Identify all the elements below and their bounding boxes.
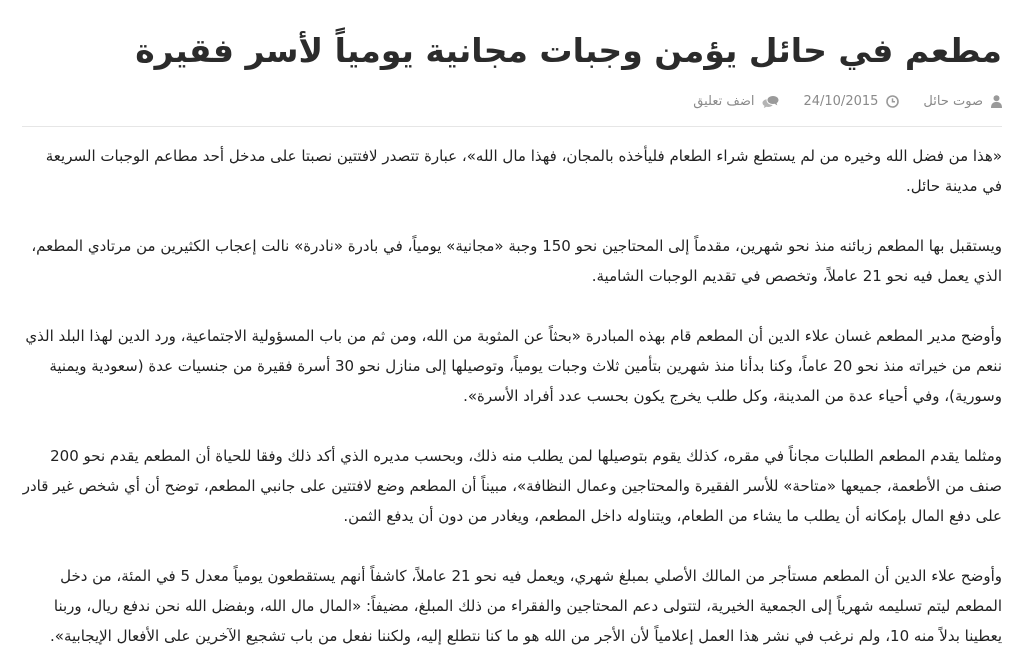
clock-icon bbox=[886, 95, 899, 108]
paragraph: ويستقبل بها المطعم زبائنه منذ نحو شهرين، مقدماً إلى المحتاجين نحو 150 وجبة «مجانية» يومياً، في بادرة «نادرة» نالت إعجاب الكثيرين من مرتادي المطعم، الذي يعمل فيه نحو 21 عاملاً، وتخصص في تقديم الوجبات الشامية. bbox=[31, 237, 1002, 285]
paragraph: ومثلما يقدم المطعم الطلبات مجاناً في مقره، كذلك يقوم بتوصيلها لمن يطلب منه ذلك، وبحسب مديره الذي أكد ذلك وفقا للحياة أن المطعم يقدم نحو 200 صنف من الأطعمة، جميعها «متاحة» للأسر الفقيرة والمحتاجين وعمال النظافة»، مبيناً أن المطعم وضع لافتتين على جانبي المطعم، توضح أن أي شخص غير قادر على دفع المال بإمكانه أن يطلب ما يشاء من الطعام، ويتناوله داخل المطعم، ويغادر من دون أن يدفع الثمن. bbox=[22, 447, 1002, 525]
paragraph: وأوضح علاء الدين أن المطعم مستأجر من المالك الأصلي بمبلغ شهري، ويعمل فيه نحو 21 عاملاً، كاشفاً أنهم يستقطعون يومياً معدل 5 في المئة، من دخل المطعم ليتم تسليمه شهرياً إلى الجمعية الخيرية، لتتولى دعم المحتاجين والفقراء من ذلك المبلغ، مضيفاً: «المال مال الله، وبفضل الله نحن ندفع ريال، وربنا يعطينا بدلاً منه 10، ولم نرغب في نشر هذا العمل إعلامياً لأن الأجر من الله هو ما كنا نتطلع إليه، ولكننا نفعل من باب تشجيع الآخرين على الأفعال الإيجابية». bbox=[50, 567, 1002, 645]
date-text: 24/10/2015 bbox=[803, 93, 879, 109]
article-title: مطعم في حائل يؤمن وجبات مجانية يومياً لأسر فقيرة bbox=[135, 31, 1002, 70]
paragraph: «هذا من فضل الله وخيره من لم يستطع شراء الطعام فليأخذه بالمجان، فهذا مال الله»، عبارة تتصدر لافتتين نصبتا على مدخل أحد مطاعم الوجبات السريعة في مدينة حائل. bbox=[45, 147, 1002, 195]
author-name: صوت حائل bbox=[923, 93, 983, 109]
comments-icon bbox=[762, 95, 779, 108]
add-comment-label: اضف تعليق bbox=[693, 93, 755, 109]
meta-divider bbox=[22, 126, 1002, 127]
author-link[interactable] bbox=[923, 94, 1002, 109]
user-icon bbox=[991, 95, 1002, 108]
publish-date bbox=[803, 94, 899, 109]
article-meta bbox=[22, 90, 1002, 112]
article-body bbox=[22, 141, 1002, 646]
add-comment-link[interactable] bbox=[693, 94, 779, 109]
paragraph: وأوضح مدير المطعم غسان علاء الدين أن المطعم قام بهذه المبادرة «بحثاً عن المثوبة من الله، ومن ثم من باب المسؤولية الاجتماعية، ورد الدين لهذا البلد الذي ننعم من خيراته منذ نحو 20 عاماً، وكنا بدأنا منذ شهرين بتأمين ثلاث وجبات يومياً، وتوصيلها إلى منازل نحو 30 أسرة فقيرة من جنسيات عدة (سعودية ويمنية وسورية)، وفي أحياء عدة من المدينة، وكل طلب يخرج يكون بحسب عدد أفراد الأسرة». bbox=[25, 327, 1002, 405]
